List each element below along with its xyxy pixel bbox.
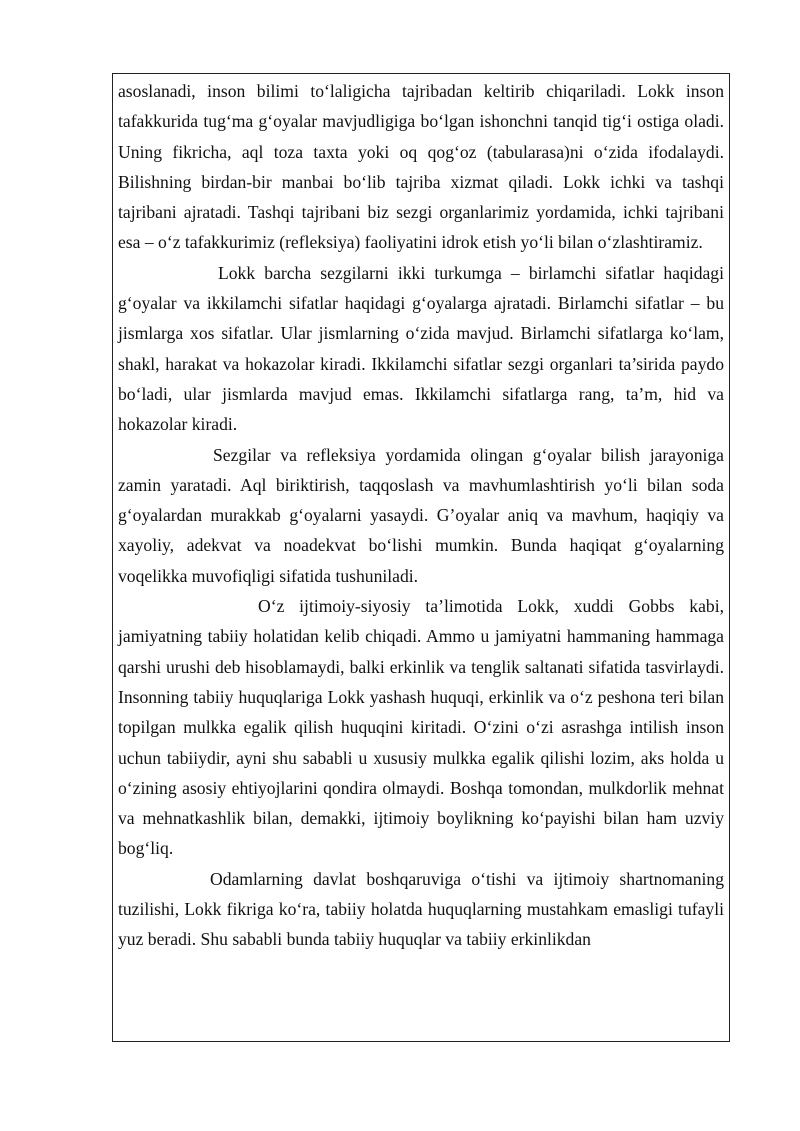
- paragraph-3: Sezgilar va refleksiya yordamida olingan g‘oyalar bilish jarayoniga zamin yaratadi. Aql biriktirish, taqqoslash va mavhumlashtirish yo‘li bilan soda g‘oyalardan murakkab g‘oyalarni yasaydi. G’oyalar aniq va mavhum, haqiqiy va xayoliy, adekvat va noadekvat bo‘lishi mumkin. Bunda haqiqat g‘oyalarning voqelikka muvofiqligi sifatida tushuniladi.: [118, 444, 724, 586]
- text-body: [118, 76, 724, 955]
- paragraph-2: Lokk barcha sezgilarni ikki turkumga – birlamchi sifatlar haqidagi g‘oyalar va ikkilamchi sifatlar haqidagi g‘oyalarga ajratadi. Birlamchi sifatlar – bu jismlarga xos sifatlar. Ular jismlarning o‘zida mavjud. Birlamchi sifatlarga ko‘lam, shakl, harakat va hokazolar kiradi. Ikkilamchi sifatlar sezgi organlari ta’sirida paydo bo‘ladi, ular jismlarda mavjud emas. Ikkilamchi sifatlarga rang, ta’m, hid va hokazolar kiradi.: [118, 262, 724, 435]
- paragraph-5: Odamlarning davlat boshqaruviga o‘tishi va ijtimoiy shartnomaning tuzilishi, Lokk fikriga ko‘ra, tabiiy holatda huquqlarning mustahkam emasligi tufayli yuz beradi. Shu sababli bunda tabiiy huquqlar va tabiiy erkinlikdan: [118, 868, 724, 950]
- paragraph-1: asoslanadi, inson bilimi to‘laligicha tajribadan keltirib chiqariladi. Lokk inson tafakkurida tug‘ma g‘oyalar mavjudligiga bo‘lgan ishonchni tanqid tig‘i ostiga oladi. Uning fikricha, aql toza taxta yoki oq qog‘oz (tabularasa)ni o‘zida ifodalaydi. Bilishning birdan-bir manbai bo‘lib tajriba xizmat qiladi. Lokk ichki va tashqi tajribani ajratadi. Tashqi tajribani biz sezgi organlarimiz yordamida, ichki tajribani esa – o‘z tafakkurimiz (refleksiya) faoliyatini idrok etish yo‘li bilan o‘zlashtiramiz.: [118, 81, 724, 253]
- paragraph-4: O‘z ijtimoiy-siyosiy ta’limotida Lokk, xuddi Gobbs kabi, jamiyatning tabiiy holatidan kelib chiqadi. Ammo u jamiyatni hammaning hammaga qarshi urushi deb hisoblamaydi, balki erkinlik va tenglik saltanati sifatida tasvirlaydi. Insonning tabiiy huquqlariga Lokk yashash huquqi, erkinlik va o‘z peshona teri bilan topilgan mulkka egalik qilish huquqini kiritadi. O‘zini o‘zi asrashga intilish inson uchun tabiiydir, ayni shu sababli u xususiy mulkka egalik qilishi lozim, aks holda u o‘zining asosiy ehtiyojlarini qondira olmaydi. Boshqa tomondan, mulkdorlik mehnat va mehnatkashlik bilan, demakki, ijtimoiy boylikning ko‘payishi bilan ham uzviy bog‘liq.: [118, 596, 724, 859]
- page-frame: [112, 73, 730, 1042]
